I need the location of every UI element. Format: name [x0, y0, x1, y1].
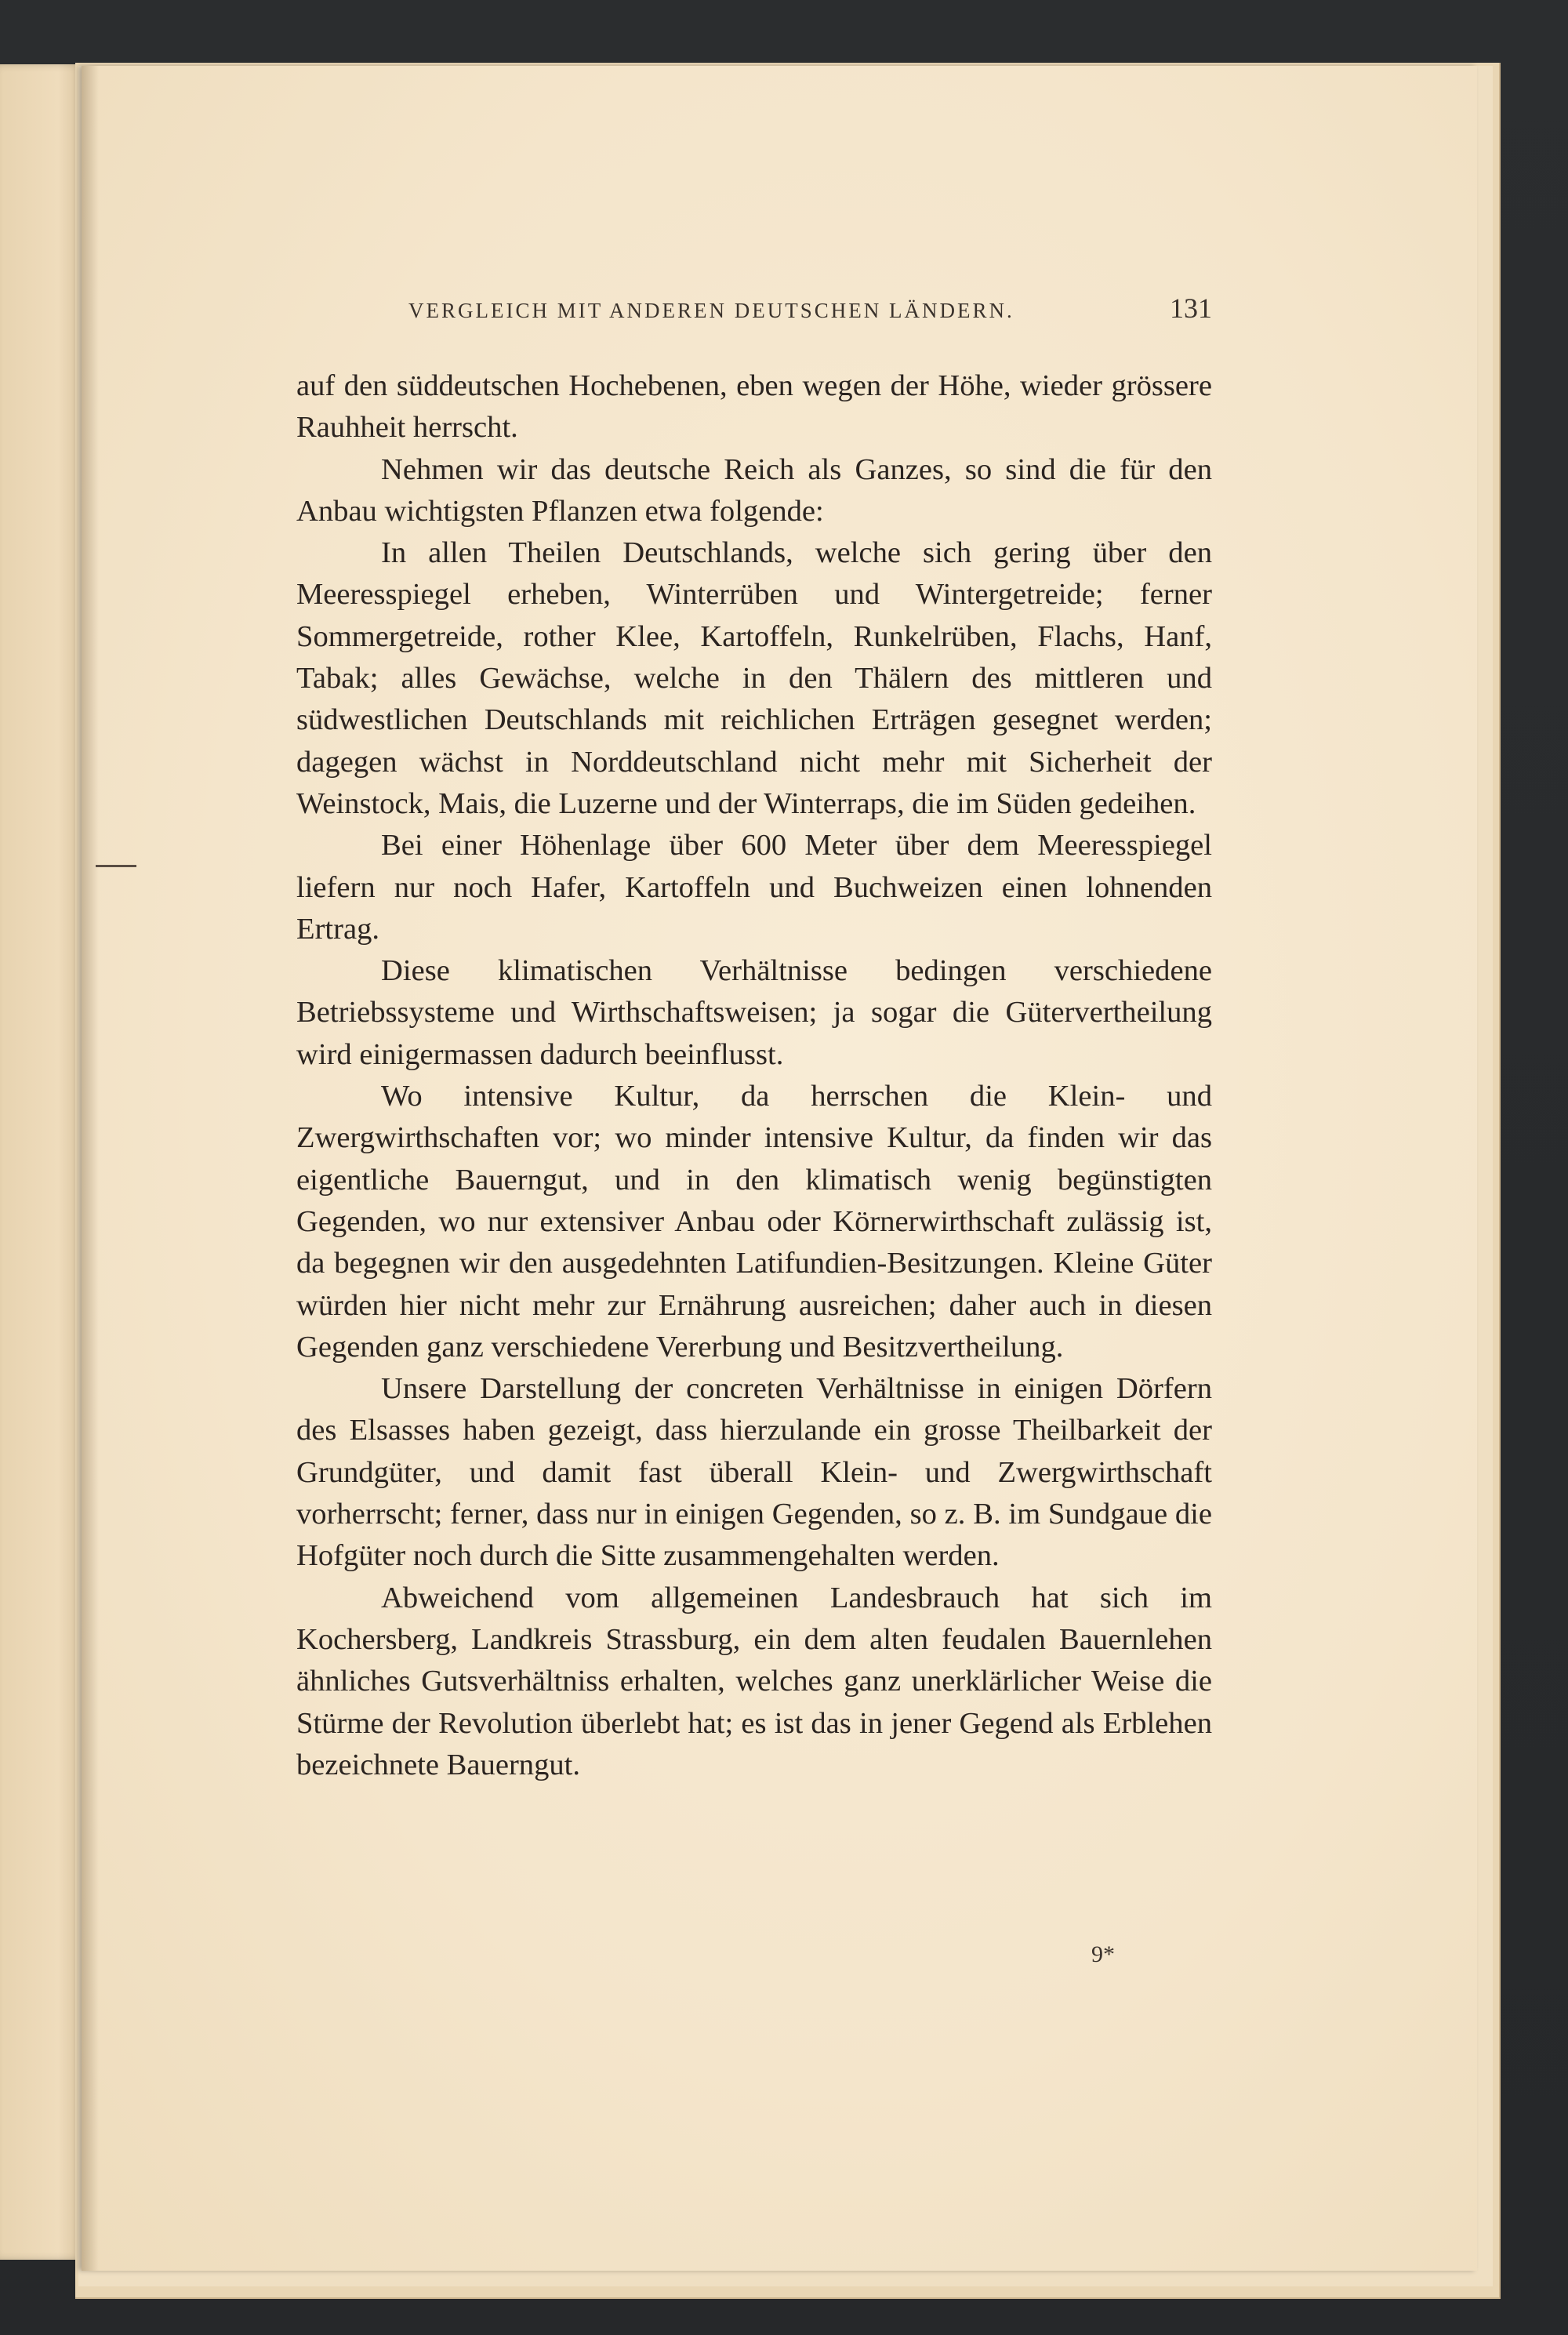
page-text-block	[296, 292, 1212, 1786]
body-text	[296, 365, 1212, 1786]
gutter-shadow	[82, 66, 99, 2271]
paragraph: Diese klimatischen Verhältnisse bedingen verschiedene Betriebssysteme und Wirthschaftsweisen; ja sogar die Gütervertheilung wird einigermassen dadurch beeinflusst.	[296, 954, 1212, 1071]
paragraph: Abweichend vom allgemeinen Landesbrauch hat sich im Kochersberg, Landkreis Strassburg, ein dem alten feudalen Bauernlehen ähnliches Gutsverhältniss erhalten, welches ganz unerklärlicher Weise die Stürme der Revolution überlebt hat; es ist das in jener Gegend als Erblehen bezeichnete Bauerngut.	[296, 1581, 1212, 1781]
paragraph: Bei einer Höhenlage über 600 Meter über dem Meeresspiegel liefern nur noch Hafer, Kartoffeln und Buchweizen einen lohnenden Ertrag.	[296, 829, 1212, 946]
left-page-edge	[0, 64, 83, 2260]
margin-mark	[96, 865, 136, 867]
signature-mark: 9*	[1091, 1941, 1115, 1967]
running-head-title: VERGLEICH MIT ANDEREN DEUTSCHEN LÄNDERN.	[408, 299, 1014, 322]
paragraph: auf den süddeutschen Hochebenen, eben wegen der Höhe, wieder grössere Rauhheit herrscht.	[296, 369, 1212, 445]
paragraph: Nehmen wir das deutsche Reich als Ganzes, so sind die für den Anbau wichtigsten Pflanzen etwa folgende:	[296, 452, 1212, 528]
running-head	[408, 292, 1212, 336]
page-number: 131	[1170, 292, 1212, 324]
paragraph: In allen Theilen Deutschlands, welche sich gering über den Meeresspiegel erheben, Winterrüben und Wintergetreide; ferner Sommergetreide, rother Klee, Kartoffeln, Runkelrüben, Flachs, Hanf, Tabak; alles Gewächse, welche in den Thälern des mittleren und südwestlichen Deutschlands mit reichlichen Erträgen gesegnet werden; dagegen wächst in Norddeutschland nicht mehr mit Sicherheit der Weinstock, Mais, die Luzerne und der Winterraps, die im Süden gedeihen.	[296, 536, 1212, 820]
paragraph: Wo intensive Kultur, da herrschen die Klein- und Zwergwirthschaften vor; wo minder intensive Kultur, da finden wir das eigentliche Bauerngut, und in den klimatisch wenig begünstigten Gegenden, wo nur extensiver Anbau oder Körnerwirthschaft zulässig ist, da begegnen wir den ausgedehnten Latifundien-Besitzungen. Kleine Güter würden hier nicht mehr zur Ernährung ausreichen; daher auch in diesen Gegenden ganz verschiedene Vererbung und Besitzvertheilung.	[296, 1080, 1212, 1364]
paragraph: Unsere Darstellung der concreten Verhältnisse in einigen Dörfern des Elsasses haben gezeigt, dass hierzulande ein grosse Theilbarkeit der Grundgüter, und damit fast überall Klein- und Zwergwirthschaft vorherrscht; ferner, dass nur in einigen Gegenden, so z. B. im Sundgaue die Hofgüter noch durch die Sitte zusammengehalten werden.	[296, 1372, 1212, 1573]
